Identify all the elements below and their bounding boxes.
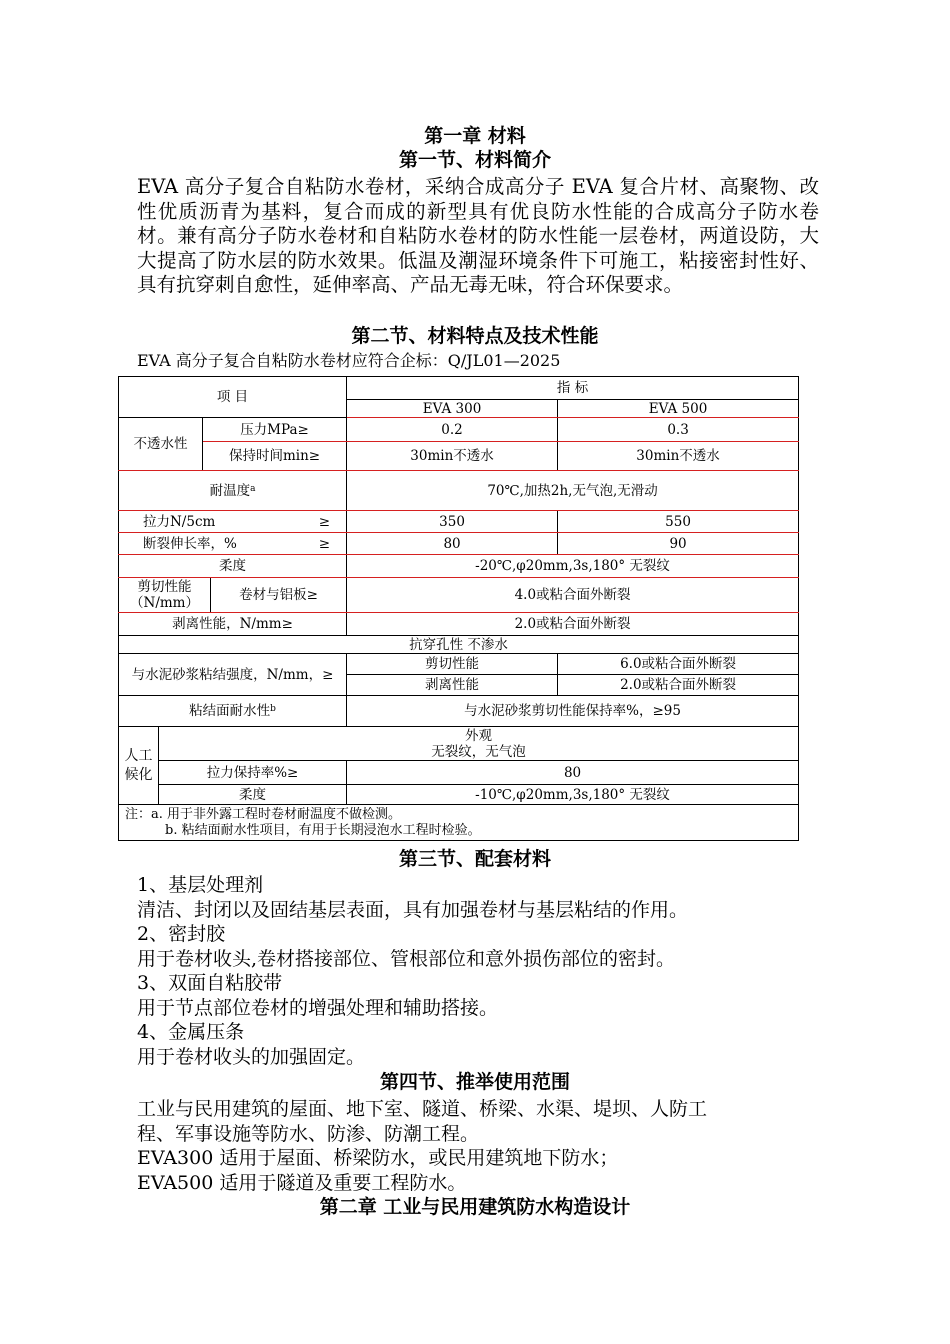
table-row xyxy=(119,613,799,636)
label-aging-flex: 柔度 xyxy=(159,785,347,805)
header-index: 指 标 xyxy=(347,377,799,400)
heat-text: 耐温度 xyxy=(209,482,251,499)
value-mortar-peel: 2.0或粘合面外断裂 xyxy=(558,675,799,696)
value-heat: 70℃,加热2h,无气泡,无滑动 xyxy=(347,471,799,511)
label-impermeable: 不透水性 xyxy=(119,418,203,471)
s3-item1-desc: 清洁、封闭以及固结基层表面，具有加强卷材与基层粘结的作用。 xyxy=(137,899,689,921)
table-row xyxy=(119,785,799,805)
elong-text: 断裂伸长率，% xyxy=(143,535,237,552)
value-hold-300: 30min不透水 xyxy=(347,442,558,471)
label-mortar: 与水泥砂浆粘结强度，N/mm，≥ xyxy=(119,654,347,696)
s3-item4: 4、金属压条 xyxy=(137,1021,245,1043)
label-puncture: 抗穿孔性 不渗水 xyxy=(119,636,799,654)
chapter-2-title: 第二章 工业与民用建筑防水构造设计 xyxy=(319,1196,631,1218)
chapter-1-title: 第一章 材料 xyxy=(424,125,526,147)
s3-item1: 1、基层处理剂 xyxy=(137,874,264,896)
value-tensile-500: 550 xyxy=(558,511,799,533)
table-row xyxy=(119,418,799,442)
spec-table xyxy=(118,376,799,841)
section-1-body: EVA 高分子复合自粘防水卷材，采纳合成高分子 EVA 复合片材、高聚物、改性优质沥青为基料，复合而成的新型具有优良防水性能的合成高分子防水卷材。兼有高分子防水卷材和自粘防水卷材的防水性能一层卷材，两道设防，大大提高了防水层的防水效果。低温及潮湿环境条件下可施工，粘接密封性好、具有抗穿刺自愈性，延伸率高、产品无毒无味，符合环保要求。 xyxy=(137,175,819,296)
table-row xyxy=(119,442,799,471)
value-elong-500: 90 xyxy=(558,533,799,555)
value-appearance: 无裂纹，无气泡 xyxy=(431,743,526,760)
value-peel: 2.0或粘合面外断裂 xyxy=(347,613,799,636)
header-item: 项 目 xyxy=(119,377,347,418)
section-1-title: 第一节、材料简介 xyxy=(398,149,551,171)
label-aging: 人工候化 xyxy=(119,727,159,805)
table-row xyxy=(119,377,799,400)
value-flex: -20℃,φ20mm,3s,180° 无裂纹 xyxy=(347,555,799,578)
label-shear: 剪切性能（N/mm） xyxy=(119,578,211,613)
s4-line4: EVA500 适用于隧道及重要工程防水。 xyxy=(137,1172,467,1194)
elong-ge: ≥ xyxy=(318,535,331,552)
table-row xyxy=(119,654,799,675)
label-heat xyxy=(119,471,347,511)
table-row xyxy=(119,471,799,511)
appearance-cell xyxy=(159,727,799,761)
label-elongation xyxy=(119,533,347,555)
header-eva500: EVA 500 xyxy=(558,400,799,418)
tensile-ge: ≥ xyxy=(318,513,331,530)
s4-line1: 工业与民用建筑的屋面、地下室、隧道、桥梁、水渠、堤坝、人防工 xyxy=(137,1098,708,1120)
label-appearance: 外观 xyxy=(465,727,493,744)
section-4-title: 第四节、推举使用范围 xyxy=(379,1071,570,1093)
table-row xyxy=(119,696,799,727)
value-hold-500: 30min不透水 xyxy=(558,442,799,471)
label-tensile-keep: 拉力保持率%≥ xyxy=(159,761,347,785)
s3-item2: 2、密封胶 xyxy=(137,923,226,945)
s4-line3: EVA300 适用于屋面、桥梁防水，或民用建筑地下防水； xyxy=(137,1147,619,1169)
s3-item2-desc: 用于卷材收头,卷材搭接部位、管根部位和意外损伤部位的密封。 xyxy=(137,948,676,970)
table-row xyxy=(119,761,799,785)
standard-line: EVA 高分子复合自粘防水卷材应符合企标：Q/JL01—2025 xyxy=(137,351,561,370)
value-elong-300: 80 xyxy=(347,533,558,555)
value-tensile-300: 350 xyxy=(347,511,558,533)
label-mortar-peel: 剥离性能 xyxy=(347,675,558,696)
note-b: b. 粘结面耐水性项目，有用于长期浸泡水工程时检验。 xyxy=(165,822,481,838)
label-mortar-shear: 剪切性能 xyxy=(347,654,558,675)
table-row xyxy=(119,636,799,654)
s4-line2: 程、军事设施等防水、防渗、防潮工程。 xyxy=(137,1123,480,1145)
value-shear-al: 4.0或粘合面外断裂 xyxy=(347,578,799,613)
table-row xyxy=(119,511,799,533)
value-pressure-500: 0.3 xyxy=(558,418,799,442)
header-eva300: EVA 300 xyxy=(347,400,558,418)
s3-item3-desc: 用于节点部位卷材的增强处理和辅助搭接。 xyxy=(137,997,499,1019)
label-flex: 柔度 xyxy=(119,555,347,578)
table-row xyxy=(119,727,799,761)
table-notes xyxy=(119,805,799,841)
value-mortar-shear: 6.0或粘合面外断裂 xyxy=(558,654,799,675)
label-shear-al: 卷材与铝板≥ xyxy=(211,578,347,613)
water-res-sup: b xyxy=(270,704,276,714)
label-water-res xyxy=(119,696,347,727)
label-tensile xyxy=(119,511,347,533)
label-hold-time: 保持时间min≥ xyxy=(203,442,347,471)
water-res-text: 粘结面耐水性 xyxy=(189,703,271,719)
value-pressure-300: 0.2 xyxy=(347,418,558,442)
table-row xyxy=(119,533,799,555)
label-pressure: 压力MPa≥ xyxy=(203,418,347,442)
heat-sup: a xyxy=(250,483,256,494)
value-tensile-keep: 80 xyxy=(347,761,799,785)
value-water-res: 与水泥砂浆剪切性能保持率%，≥95 xyxy=(347,696,799,727)
value-aging-flex: -10℃,φ20mm,3s,180° 无裂纹 xyxy=(347,785,799,805)
table-row xyxy=(119,805,799,841)
section-3-title: 第三节、配套材料 xyxy=(398,848,551,870)
table-row xyxy=(119,555,799,578)
s3-item4-desc: 用于卷材收头的加强固定。 xyxy=(137,1046,366,1068)
table-row xyxy=(119,578,799,613)
label-peel: 剥离性能，N/mm≥ xyxy=(119,613,347,636)
note-a: 注：a. 用于非外露工程时卷材耐温度不做检测。 xyxy=(125,806,402,822)
s3-item3: 3、双面自粘胶带 xyxy=(137,972,283,994)
tensile-text: 拉力N/5cm xyxy=(143,513,216,530)
section-2-title: 第二节、材料特点及技术性能 xyxy=(351,325,599,347)
